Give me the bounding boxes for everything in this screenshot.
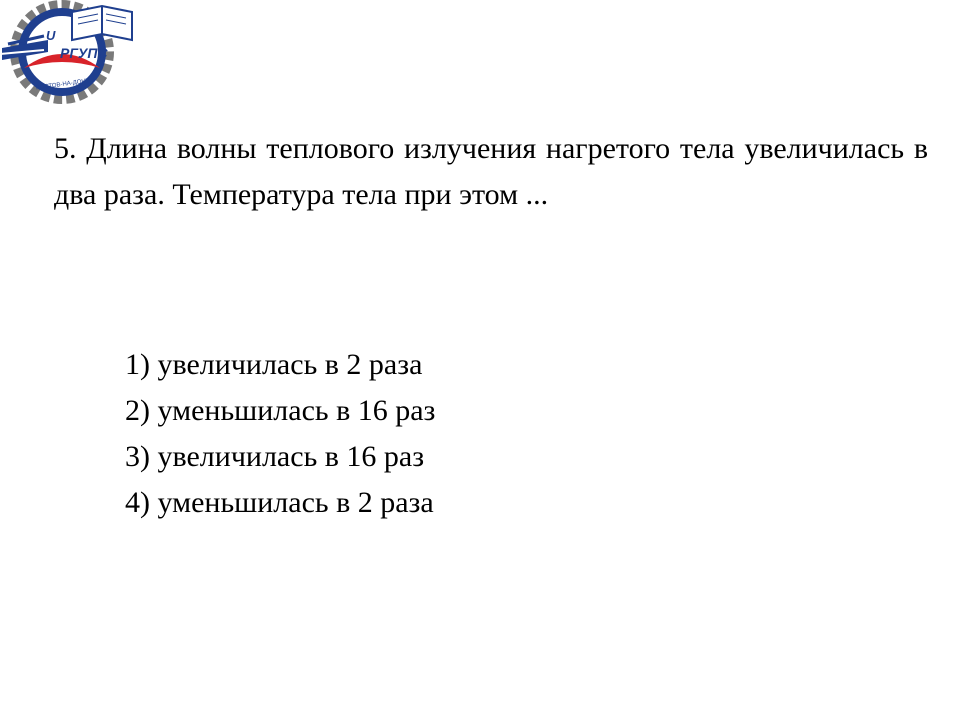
logo-text: РГУПС — [60, 45, 108, 61]
answer-options-list — [125, 342, 435, 526]
answer-option-3: 3) увеличилась в 16 раз — [125, 440, 425, 473]
university-logo — [0, 0, 140, 105]
book-icon — [72, 6, 132, 40]
answer-option-4: 4) уменьшилась в 2 раза — [125, 486, 434, 519]
answer-option-2: 2) уменьшилась в 16 раз — [125, 394, 436, 427]
question-text: 5. Длина волны теплового излучения нагретого тела увеличилась в два раза. Температура тела при этом ... — [54, 132, 928, 211]
answer-option-1: 1) увеличилась в 2 раза — [125, 348, 423, 381]
logo-letter-u: U — [46, 28, 56, 43]
logo-ring-text: РОСТОВ-НА-ДОНУ — [35, 78, 90, 92]
